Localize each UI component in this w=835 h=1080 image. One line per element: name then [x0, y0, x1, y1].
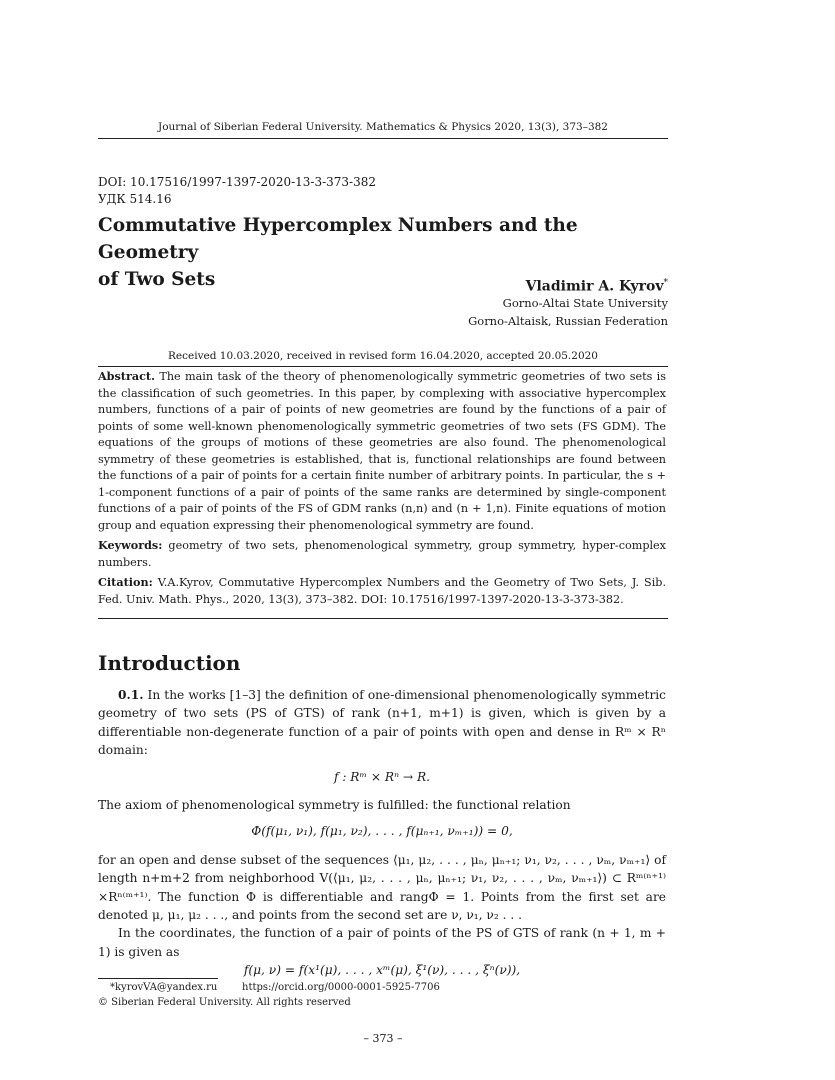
- paragraph-0-1: [98, 686, 666, 760]
- paragraph-coordinates: In the coordinates, the function of a pair of points of the PS of GTS of rank (n + 1, m + 1) is given as: [98, 926, 666, 959]
- doi: DOI: 10.17516/1997-1397-2020-13-3-373-382: [98, 175, 377, 189]
- journal-header: Journal of Siberian Federal University. Mathematics & Physics 2020, 13(3), 373–382: [158, 121, 608, 133]
- author: [526, 278, 668, 295]
- abstract-bottom-rule: [98, 618, 668, 619]
- citation: [98, 574, 666, 608]
- footnote-orcid: https://orcid.org/0000-0001-5925-7706: [242, 982, 440, 993]
- equation-2: Φ(f(μ₁, ν₁), f(μ₁, ν₂), . . . , f(μₙ₊₁, νₘ₊₁)) = 0,: [251, 824, 513, 839]
- paragraph-text: In the works [1–3] the definition of one-dimensional phenomenologically symmetric geometry of two sets (PS of GTS) of rank (n+1, m+1) is given, which is given by a differentiable non-degenerate function of a pair of points with open and dense in Rᵐ × Rⁿ domain:: [98, 688, 666, 758]
- abstract-top-rule: [98, 366, 668, 367]
- abstract: [98, 368, 666, 534]
- footnote-email: *kyrovVA@yandex.ru: [110, 982, 218, 993]
- page-number: – 373 –: [363, 1032, 403, 1045]
- citation-label: Citation:: [98, 575, 153, 589]
- udk: УДК 514.16: [98, 192, 172, 206]
- received-dates: Received 10.03.2020, received in revised form 16.04.2020, accepted 20.05.2020: [168, 350, 598, 362]
- keywords: [98, 537, 666, 571]
- abstract-text: The main task of the theory of phenomenologically symmetric geometries of two sets is the classification of such geometries. In this paper, by complexing with associative hypercomplex numbers, functions of a pair of points of new geometries are found by the functions of a pair of points of some well-known phenomenologically symmetric geometries of two sets (FS GDM). The equations of the groups of motions of these geometries are also found. The phenomenological symmetry of these geometries is established, that is, functional relationships are found between the functions of a pair of points for a certain finite number of arbitrary points. In particular, the s + 1-component functions of a pair of points of the same ranks are determined by single-component functions of a pair of points of the FS of GDM ranks (n,n) and (n + 1,n). Finite equations of motion group and equation expressing their phenomenological symmetry are found.: [98, 370, 666, 532]
- keywords-label: Keywords:: [98, 538, 163, 552]
- section-heading: Introduction: [98, 651, 241, 675]
- abstract-block: [98, 368, 666, 608]
- author-footnote-mark: *: [663, 278, 668, 288]
- paragraph-sequences: for an open and dense subset of the sequences ⟨μ₁, μ₂, . . . , μₙ, μₙ₊₁; ν₁, ν₂, . . . , νₘ, νₘ₊₁⟩ of length n+m+2 from neighborhood V(⟨μ₁, μ₂, . . . , μₙ, μₙ₊₁; ν₁, ν₂, . . . , νₘ, νₘ₊₁⟩) ⊂ Rᵐ⁽ⁿ⁺¹⁾×Rⁿ⁽ᵐ⁺¹⁾. The function Φ is differentiable and rangΦ = 1. Points from the first set are denoted μ, μ₁, μ₂ . . ., and points from the second set are ν, ν₁, ν₂ . . .: [98, 852, 666, 923]
- affiliation-1: Gorno-Altai State University: [502, 296, 668, 310]
- title-line-1: Commutative Hypercomplex Numbers and the Geometry: [98, 215, 578, 263]
- equation-1: f : Rᵐ × Rⁿ → R.: [333, 769, 431, 784]
- footnote-rule: [98, 978, 218, 979]
- affiliation-2: Gorno-Altaisk, Russian Federation: [468, 314, 668, 328]
- title-line-2: of Two Sets: [98, 269, 216, 290]
- equation-3: f(μ, ν) = f(x¹(μ), . . . , xᵐ(μ), ξ¹(ν), . . . , ξⁿ(ν)),: [243, 963, 521, 978]
- footnote-copyright: © Siberian Federal University. All rights reserved: [98, 997, 351, 1008]
- paragraph-label: 0.1.: [118, 688, 144, 702]
- author-name: Vladimir A. Kyrov: [525, 278, 664, 295]
- citation-text: V.A.Kyrov, Commutative Hypercomplex Numbers and the Geometry of Two Sets, J. Sib. Fed. Univ. Math. Phys., 2020, 13(3), 373–382. DOI: 10.17516/1997-1397-2020-13-3-373-382.: [98, 576, 667, 606]
- header-rule: [98, 138, 668, 139]
- body-text: [98, 686, 666, 980]
- paragraph-axiom: The axiom of phenomenological symmetry is fulfilled: the functional relation: [98, 798, 571, 813]
- abstract-label: Abstract.: [98, 369, 155, 383]
- keywords-text: geometry of two sets, phenomenological symmetry, group symmetry, hyper-complex numbers.: [98, 539, 666, 569]
